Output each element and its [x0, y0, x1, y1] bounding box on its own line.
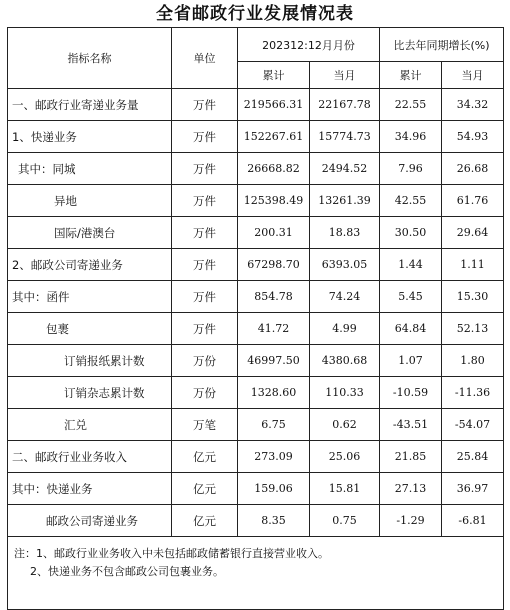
row-cumulative: 1328.60	[238, 377, 310, 409]
row-growth-cumulative: 7.96	[380, 153, 442, 185]
row-cumulative: 273.09	[238, 441, 310, 473]
row-name: 异地	[8, 185, 172, 217]
row-growth-month: 15.30	[442, 281, 504, 313]
row-cumulative: 159.06	[238, 473, 310, 505]
row-name: 其中：快递业务	[8, 473, 172, 505]
row-unit: 万件	[172, 121, 238, 153]
table-row	[8, 505, 504, 537]
table-row	[8, 377, 504, 409]
row-unit: 万份	[172, 377, 238, 409]
row-month: 15774.73	[310, 121, 380, 153]
table-row	[8, 281, 504, 313]
notes-cell	[8, 537, 504, 610]
row-cumulative: 6.75	[238, 409, 310, 441]
table-row	[8, 185, 504, 217]
row-unit: 万件	[172, 281, 238, 313]
table-row	[8, 249, 504, 281]
row-month: 6393.05	[310, 249, 380, 281]
row-growth-month: 29.64	[442, 217, 504, 249]
row-growth-cumulative: 1.07	[380, 345, 442, 377]
row-unit: 万件	[172, 249, 238, 281]
header-month: 当月	[310, 62, 380, 89]
row-name: 国际/港澳台	[8, 217, 172, 249]
header-period: 202312:12月月份	[238, 28, 380, 62]
row-growth-month: 25.84	[442, 441, 504, 473]
row-name: 邮政公司寄递业务	[8, 505, 172, 537]
header-growth: 比去年同期增长(%)	[380, 28, 504, 62]
row-growth-month: 1.11	[442, 249, 504, 281]
row-growth-cumulative: 5.45	[380, 281, 442, 313]
row-growth-month: -6.81	[442, 505, 504, 537]
row-month: 25.06	[310, 441, 380, 473]
row-growth-cumulative: -10.59	[380, 377, 442, 409]
header-growth-cumulative: 累计	[380, 62, 442, 89]
row-name: 其中：函件	[8, 281, 172, 313]
row-cumulative: 152267.61	[238, 121, 310, 153]
row-name: 汇兑	[8, 409, 172, 441]
row-growth-cumulative: 22.55	[380, 89, 442, 121]
row-unit: 万件	[172, 217, 238, 249]
row-cumulative: 46997.50	[238, 345, 310, 377]
row-unit: 亿元	[172, 473, 238, 505]
row-name: 一、邮政行业寄递业务量	[8, 89, 172, 121]
row-unit: 亿元	[172, 505, 238, 537]
row-month: 15.81	[310, 473, 380, 505]
row-name: 二、邮政行业业务收入	[8, 441, 172, 473]
row-growth-month: 54.93	[442, 121, 504, 153]
row-growth-cumulative: 27.13	[380, 473, 442, 505]
header-unit: 单位	[172, 28, 238, 89]
header-cumulative: 累计	[238, 62, 310, 89]
row-growth-month: -54.07	[442, 409, 504, 441]
row-growth-month: -11.36	[442, 377, 504, 409]
row-name: 订销报纸累计数	[8, 345, 172, 377]
row-name: 包裹	[8, 313, 172, 345]
row-unit: 万件	[172, 153, 238, 185]
row-growth-cumulative: 30.50	[380, 217, 442, 249]
row-month: 18.83	[310, 217, 380, 249]
row-name: 订销杂志累计数	[8, 377, 172, 409]
row-growth-month: 34.32	[442, 89, 504, 121]
row-month: 4.99	[310, 313, 380, 345]
table-row	[8, 153, 504, 185]
row-unit: 万件	[172, 313, 238, 345]
row-growth-cumulative: -43.51	[380, 409, 442, 441]
row-month: 74.24	[310, 281, 380, 313]
row-month: 110.33	[310, 377, 380, 409]
notes-row	[8, 537, 504, 610]
note-line-1: 注：1、邮政行业业务收入中未包括邮政储蓄银行直接营业收入。	[14, 547, 329, 560]
table-row	[8, 121, 504, 153]
table-row	[8, 313, 504, 345]
table-row	[8, 345, 504, 377]
row-cumulative: 854.78	[238, 281, 310, 313]
row-month: 4380.68	[310, 345, 380, 377]
row-cumulative: 219566.31	[238, 89, 310, 121]
row-unit: 万件	[172, 89, 238, 121]
row-unit: 万份	[172, 345, 238, 377]
row-growth-month: 61.76	[442, 185, 504, 217]
row-unit: 万笔	[172, 409, 238, 441]
row-name: 2、邮政公司寄递业务	[8, 249, 172, 281]
header-growth-month: 当月	[442, 62, 504, 89]
statistics-table	[7, 27, 504, 610]
row-cumulative: 67298.70	[238, 249, 310, 281]
row-name: 1、快递业务	[8, 121, 172, 153]
row-cumulative: 8.35	[238, 505, 310, 537]
table-row	[8, 473, 504, 505]
table-row	[8, 441, 504, 473]
row-growth-month: 52.13	[442, 313, 504, 345]
table-row	[8, 409, 504, 441]
row-growth-cumulative: 64.84	[380, 313, 442, 345]
header-row-top	[8, 28, 504, 62]
row-growth-cumulative: 21.85	[380, 441, 442, 473]
note-line-2: 2、快递业务不包含邮政公司包裹业务。	[30, 565, 224, 578]
table-row	[8, 217, 504, 249]
page-title: 全省邮政行业发展情况表	[156, 4, 354, 24]
row-growth-month: 36.97	[442, 473, 504, 505]
row-month: 2494.52	[310, 153, 380, 185]
row-month: 0.75	[310, 505, 380, 537]
row-growth-month: 1.80	[442, 345, 504, 377]
header-indicator: 指标名称	[8, 28, 172, 89]
row-month: 22167.78	[310, 89, 380, 121]
row-growth-month: 26.68	[442, 153, 504, 185]
row-growth-cumulative: -1.29	[380, 505, 442, 537]
row-name: 其中：同城	[8, 153, 172, 185]
row-unit: 亿元	[172, 441, 238, 473]
row-cumulative: 41.72	[238, 313, 310, 345]
row-cumulative: 125398.49	[238, 185, 310, 217]
row-growth-cumulative: 42.55	[380, 185, 442, 217]
row-unit: 万件	[172, 185, 238, 217]
row-month: 13261.39	[310, 185, 380, 217]
row-month: 0.62	[310, 409, 380, 441]
row-cumulative: 26668.82	[238, 153, 310, 185]
row-cumulative: 200.31	[238, 217, 310, 249]
row-growth-cumulative: 34.96	[380, 121, 442, 153]
table-row	[8, 89, 504, 121]
row-growth-cumulative: 1.44	[380, 249, 442, 281]
